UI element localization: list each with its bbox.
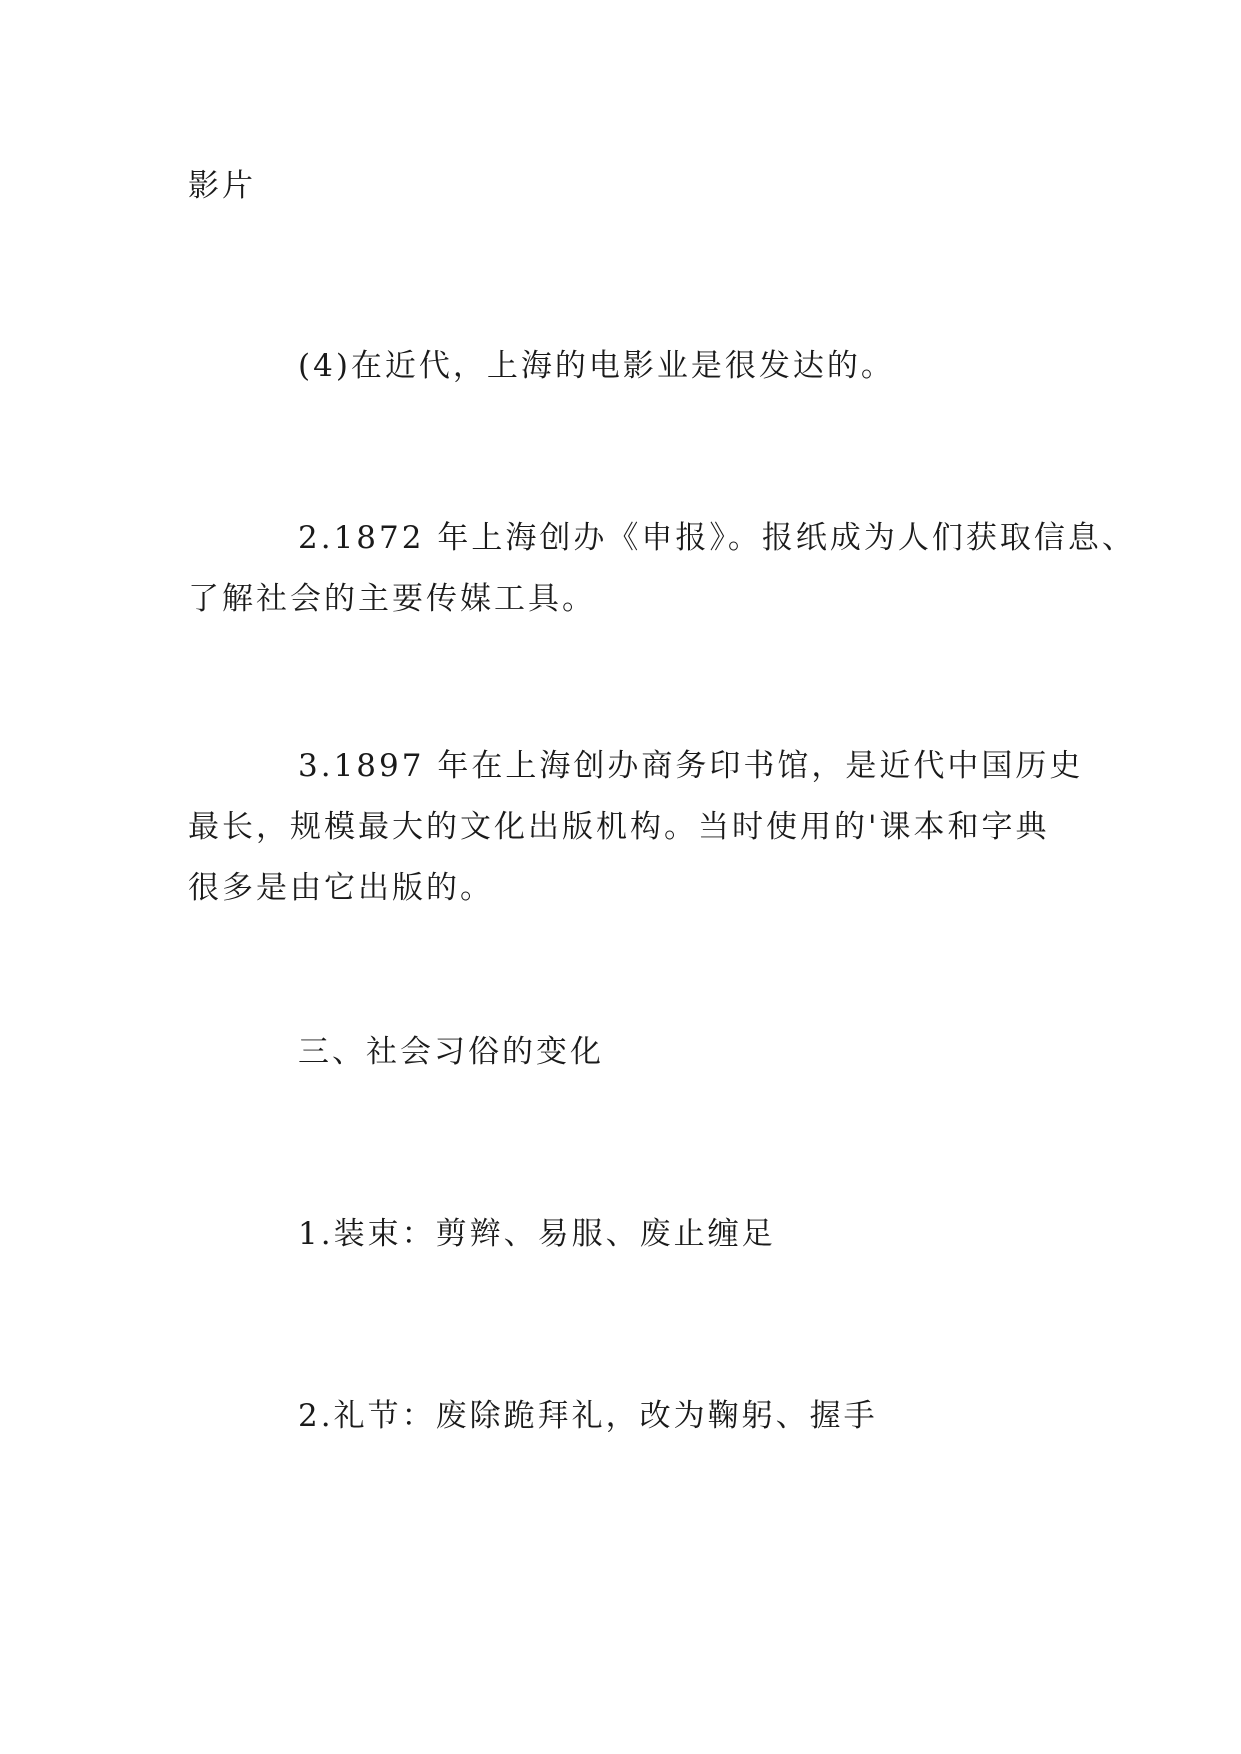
text-line: 很多是由它出版的。 [188, 870, 494, 906]
paragraph-shanghai-film-industry [188, 336, 1053, 397]
text-line: 2.1872 年上海创办《申报》。报纸成为人们获取信息、 [298, 520, 1136, 556]
text-line: 了解社会的主要传媒工具。 [188, 581, 596, 617]
list-item-etiquette [188, 1386, 1053, 1447]
text-line: 3.1897 年在上海创办商务印书馆，是近代中国历史 [298, 748, 1084, 784]
section-heading-social-customs [188, 1022, 1053, 1083]
text-line: 最长，规模最大的文化出版机构。当时使用的'课本和字典 [188, 809, 1050, 845]
paragraph-commercial-press [188, 736, 1084, 919]
text-line: 2.礼节：废除跪拜礼，改为鞠躬、握手 [298, 1398, 878, 1434]
list-item-attire [188, 1204, 1053, 1265]
text-line: 影片 [188, 168, 256, 204]
text-line: 三、社会习俗的变化 [298, 1034, 604, 1070]
text-line: (4)在近代，上海的电影业是很发达的。 [298, 348, 895, 384]
paragraph-shenbao-newspaper [188, 508, 1136, 630]
paragraph-film-continuation [188, 156, 1053, 217]
text-line: 1.装束：剪辫、易服、废止缠足 [298, 1216, 776, 1252]
